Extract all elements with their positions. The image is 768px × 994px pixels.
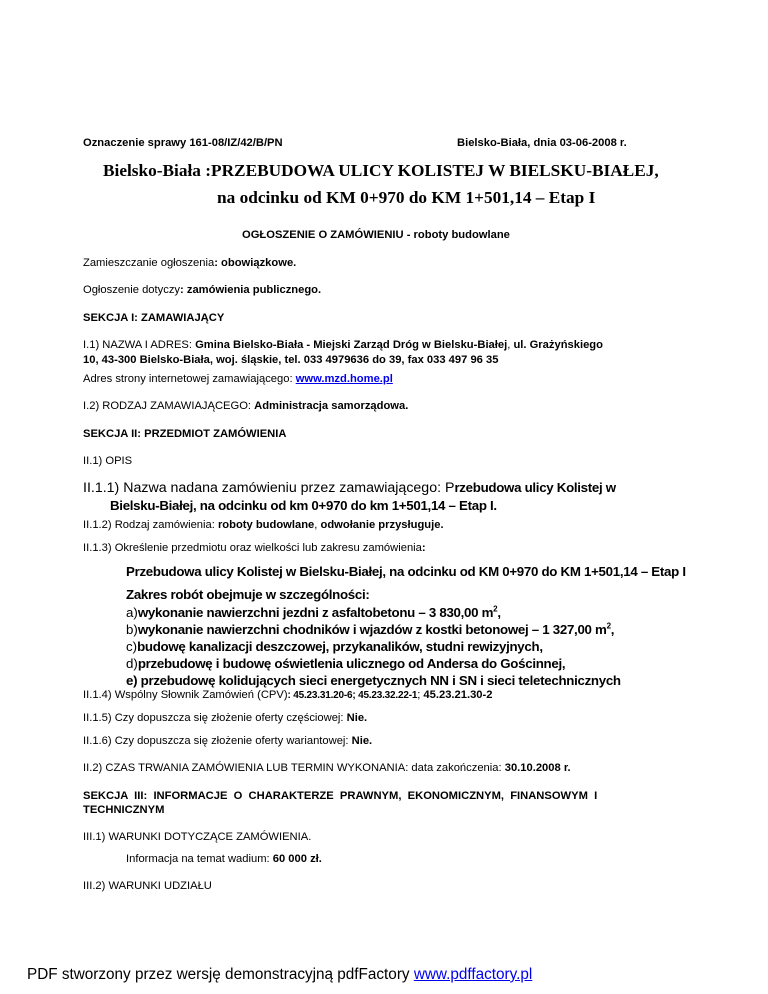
posting-label: Zamieszczanie ogłoszenia — [83, 257, 215, 269]
scope-item-letter: d) — [126, 656, 138, 671]
scope-item-letter: c) — [126, 639, 138, 654]
case-reference: Oznaczenie sprawy 161-08/IZ/42/B/PN — [83, 137, 283, 149]
scope-item-text: przebudowę kolidujących sieci energetycznych NN i SN i sieci teletechnicznych — [140, 673, 621, 688]
ii12-value1: roboty budowlane — [217, 519, 315, 531]
ii15-value: Nie. — [346, 712, 368, 724]
i2-value: Administracja samorządowa. — [254, 400, 409, 412]
scope-item-letter: b) — [126, 622, 138, 637]
wadium-label: Informacja na temat wadium: — [126, 853, 273, 865]
ii13-colon: : — [421, 542, 426, 554]
scope-item-letter: a) — [126, 605, 138, 620]
ii13-line — [83, 541, 426, 555]
scope-title: Przebudowa ulicy Kolistej w Bielsku-Białej, na odcinku od KM 0+970 do KM 1+501,14 – Etap I — [126, 564, 686, 579]
ii11-line1 — [83, 479, 616, 497]
website-line — [83, 372, 393, 386]
posting-line — [83, 256, 296, 270]
scope-item — [126, 638, 621, 655]
ii12-label: II.1.2) Rodzaj zamówienia: — [83, 519, 218, 531]
section-3-heading-line1: SEKCJA III: INFORMACJE O CHARAKTERZE PRAWNYM, EKONOMICZNYM, FINANSOWYM I — [83, 790, 598, 802]
ii12-comma: , — [314, 519, 321, 531]
cpv-code-last: 45.23.21.30-2 — [423, 689, 493, 701]
i2-label: I.2) RODZAJ ZAMAWIAJĄCEGO: — [83, 400, 255, 412]
ii16-value: Nie. — [351, 735, 373, 747]
section-1-heading: SEKCJA I: ZAMAWIAJĄCY — [83, 312, 225, 324]
section-1-name-address-line2: 10, 43-300 Bielsko-Biała, woj. śląskie, tel. 033 4979636 do 39, fax 033 497 96 35 — [83, 354, 499, 366]
ii15-line — [83, 711, 367, 725]
scope-item — [126, 655, 621, 672]
ii12-line — [83, 518, 444, 532]
website-link[interactable]: www.mzd.home.pl — [295, 373, 393, 385]
iii2-line: III.2) WARUNKI UDZIAŁU — [83, 880, 212, 892]
ii15-label: II.1.5) Czy dopuszcza się złożenie oferty częściowej: — [83, 712, 347, 724]
scope-item — [126, 672, 621, 689]
ii12-value2: odwołanie przysługuje. — [320, 519, 444, 531]
concerns-line — [83, 283, 321, 297]
cpv-separator: ; — [417, 689, 424, 701]
pdf-footer — [27, 966, 532, 984]
ii11-line2: Bielsku-Białej, na odcinku od km 0+970 do km 1+501,14 – Etap I. — [110, 498, 497, 513]
footer-text: PDF stworzony przez wersję demonstracyjną pdfFactory — [27, 966, 414, 983]
wadium-value: 60 000 zł. — [272, 853, 322, 865]
ii2-value: 30.10.2008 r. — [504, 762, 571, 774]
scope-intro: Zakres robót obejmuje w szczególności: — [126, 587, 370, 602]
i1-label: I.1) NAZWA I ADRES: — [83, 339, 196, 351]
ii14-line — [83, 688, 492, 703]
concerns-label: Ogłoszenie dotyczy — [83, 284, 181, 296]
cpv-codes: : 45.23.31.20-6; 45.23.32.22-1 — [287, 690, 418, 701]
ii13-label: II.1.3) Określenie przedmiotu oraz wielkości lub zakresu zamówienia — [83, 542, 422, 554]
section-2-heading: SEKCJA II: PRZEDMIOT ZAMÓWIENIA — [83, 428, 287, 440]
iii1-line: III.1) WARUNKI DOTYCZĄCE ZAMÓWIENIA. — [83, 831, 312, 843]
scope-item — [126, 621, 621, 638]
scope-item-tail: , — [497, 605, 501, 620]
ii11-label: II.1.1) Nazwa nadana zamówieniu przez zamawiającego: P — [83, 480, 455, 496]
place-date: Bielsko-Biała, dnia 03-06-2008 r. — [457, 137, 627, 149]
notice-type-prefix: OGŁOSZENIE O ZAMÓWIENIU — [242, 229, 404, 241]
scope-item — [126, 604, 621, 621]
notice-type — [242, 228, 510, 242]
ii14-label: II.1.4) Wspólny Słownik Zamówień (CPV) — [83, 689, 288, 701]
i1-value-tail: ul. Grażyńskiego — [513, 339, 603, 351]
posting-value: : obowiązkowe. — [214, 257, 297, 269]
section-1-name-address-line1 — [83, 338, 603, 352]
ii11-value: rzebudowa ulicy Kolistej w — [454, 480, 616, 495]
scope-item-text: przebudowę i budowę oświetlenia ulicznego od Andersa do Gościnnej, — [137, 656, 566, 671]
website-label: Adres strony internetowej zamawiającego: — [83, 373, 296, 385]
i2-line — [83, 399, 408, 413]
footer-link[interactable]: www.pdffactory.pl — [413, 966, 533, 983]
i1-comma: , — [507, 339, 514, 351]
ii16-label: II.1.6) Czy dopuszcza się złożenie oferty wariantowej: — [83, 735, 352, 747]
document-title-line2: na odcinku od KM 0+970 do KM 1+501,14 – Etap I — [217, 188, 596, 207]
ii1-line: II.1) OPIS — [83, 455, 133, 467]
scope-list — [126, 604, 621, 689]
ii16-line — [83, 734, 372, 748]
scope-item-text: budowę kanalizacji deszczowej, przykanalików, studni rewizyjnych, — [137, 639, 543, 654]
scope-item-text: wykonanie nawierzchni chodników i wjazdów z kostki betonowej – 1 327,00 m — [137, 622, 607, 637]
i1-value: Gmina Bielsko-Biała - Miejski Zarząd Dróg w Bielsku-Białej — [195, 339, 508, 351]
scope-item-letter: e) — [126, 673, 141, 688]
wadium-line — [126, 852, 322, 866]
concerns-value: : zamówienia publicznego. — [180, 284, 322, 296]
document-title-line1: Bielsko-Biała :PRZEBUDOWA ULICY KOLISTEJ W BIELSKU-BIAŁEJ, — [103, 161, 659, 180]
scope-item-sup: 2 — [493, 604, 498, 614]
notice-type-suffix: - roboty budowlane — [403, 229, 510, 241]
scope-item-text: wykonanie nawierzchni jezdni z asfaltobetonu – 3 830,00 m — [137, 605, 494, 620]
scope-item-tail: , — [610, 622, 615, 637]
ii2-label: II.2) CZAS TRWANIA ZAMÓWIENIA LUB TERMIN WYKONANIA: data zakończenia: — [83, 762, 505, 774]
ii2-line — [83, 761, 571, 775]
scope-item-sup: 2 — [606, 621, 611, 631]
section-3-heading-line2: TECHNICZNYM — [83, 804, 165, 816]
